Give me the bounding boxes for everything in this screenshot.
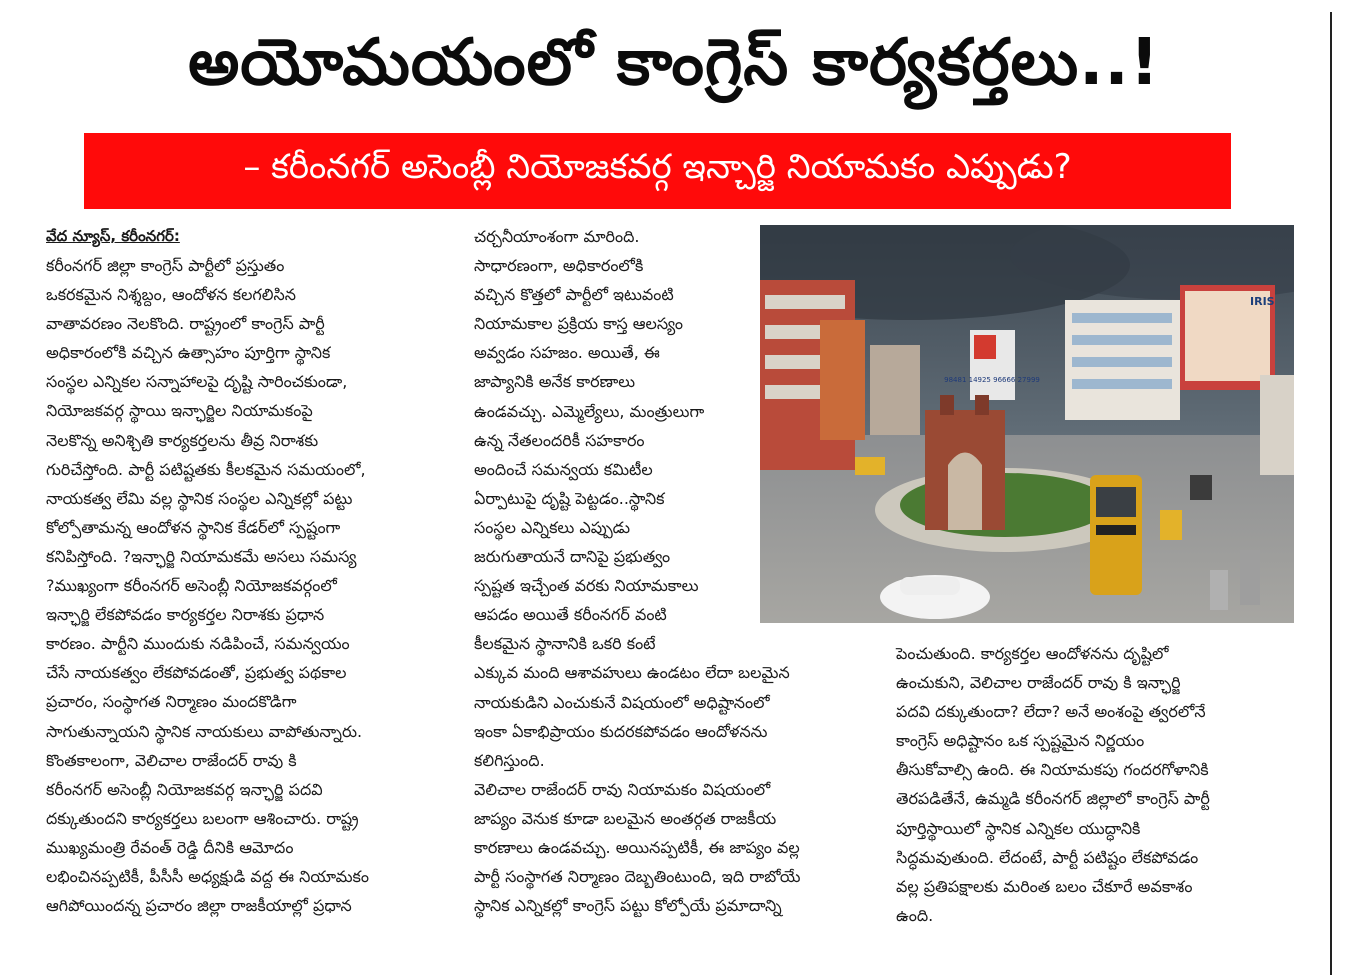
article-line: గురిచేస్తోంది. పార్టీ పటిష్టతకు కీలకమైన సమయంలో, bbox=[46, 459, 366, 479]
article-line: కలిగిస్తుంది. bbox=[474, 750, 545, 770]
article-line: ఇన్ఛార్జి లేకపోవడం కార్యకర్తల నిరాశకు ప్రధాన bbox=[46, 605, 325, 625]
article-line: ఉంచుకుని, వెలిచాల రాజేందర్ రావు కి ఇన్ఛార్జి bbox=[896, 673, 1181, 693]
article-line: ఉండవచ్చు. ఎమ్మెల్యేలు, మంత్రులుగా bbox=[474, 401, 705, 421]
article-line: కీలకమైన స్థానానికి ఒకరి కంటే bbox=[474, 634, 656, 654]
article-line: వల్ల ప్రతిపక్షాలకు మరింత బలం చేకూరే అవకాశం bbox=[896, 876, 1193, 896]
article-line: సాధారణంగా, అధికారంలోకి bbox=[474, 256, 644, 276]
article-line: నియోజకవర్గ స్థాయి ఇన్ఛార్జిల నియామకంపై bbox=[46, 401, 313, 421]
article-line: అధికారంలోకి వచ్చిన ఉత్సాహం పూర్తిగా స్థానిక bbox=[46, 343, 331, 363]
article-line: చేసే నాయకత్వం లేకపోవడంతో, ప్రభుత్వ పథకాల bbox=[46, 663, 347, 683]
article-line: కారణాలు ఉండవచ్చు. అయినప్పటికీ, ఈ జాప్యం వల్ల bbox=[474, 837, 800, 857]
article-line: పార్టీ సంస్థాగత నిర్మాణం దెబ్బతింటుంది, ఇది రాబోయే bbox=[474, 867, 801, 887]
article-line: కారణం. పార్టీని ముందుకు నడిపించే, సమన్వయం bbox=[46, 634, 350, 654]
article-line: పదవి దక్కుతుందా? లేదా? అనే అంశంపై త్వరలోనే bbox=[896, 702, 1206, 722]
article-line: పూర్తిస్థాయిలో స్థానిక ఎన్నికల యుద్ధానికి bbox=[896, 818, 1141, 838]
article-line: అందించే సమన్వయ కమిటీల bbox=[474, 459, 653, 479]
byline: వేద న్యూస్, కరీంనగర్: bbox=[46, 227, 180, 245]
article-line: ఆగిపోయిందన్న ప్రచారం జిల్లా రాజకీయాల్లో ప్రధాన bbox=[46, 896, 352, 916]
article-line: ఆపడం అయితే కరీంనగర్ వంటి bbox=[474, 605, 667, 625]
article-line: కాంగ్రెస్ అధిష్టానం ఒక స్పష్టమైన నిర్ణయం bbox=[896, 731, 1145, 751]
street-photo-illustration bbox=[760, 225, 1294, 623]
article-line: వచ్చిన కొత్తలో పార్టీలో ఇటువంటి bbox=[474, 285, 674, 305]
article-line: అవ్వడం సహజం. అయితే, ఈ bbox=[474, 343, 660, 363]
article-line: ?ముఖ్యంగా కరీంనగర్ అసెంబ్లీ నియోజకవర్గంలో bbox=[46, 576, 337, 596]
article-line: వెలిచాల రాజేందర్ రావు నియామకం విషయంలో bbox=[474, 779, 771, 799]
article-line: పెంచుతుంది. కార్యకర్తల ఆందోళనను దృష్టిలో bbox=[896, 644, 1169, 663]
article-line: స్పష్టత ఇచ్చేంత వరకు నియామకాలు bbox=[474, 576, 699, 596]
article-line: లభించినప్పటికీ, పీసీసీ అధ్యక్షుడి వద్ద ఈ నియామకం bbox=[46, 866, 369, 886]
article-line: ప్రచారం, సంస్థాగత నిర్మాణం మందకొడిగా bbox=[46, 692, 297, 712]
article-line: ఒకరకమైన నిశ్శబ్దం, ఆందోళన కలగలిసిన bbox=[46, 285, 296, 305]
iris-sign-text: IRIS bbox=[1250, 295, 1275, 308]
article-line: ఉంది. bbox=[896, 905, 934, 925]
article-line: నియామకాల ప్రక్రియ కాస్త ఆలస్యం bbox=[474, 314, 684, 334]
billboard-text: 98481 14925 96666 27999 bbox=[944, 376, 1040, 384]
article-line: నెలకొన్న అనిశ్చితి కార్యకర్తలను తీవ్ర నిరాశకు bbox=[46, 430, 319, 450]
column-rule bbox=[1330, 12, 1332, 975]
article-line: ఏర్పాటుపై దృష్టి పెట్టడం..స్థానిక bbox=[474, 488, 665, 508]
article-line: కొంతకాలంగా, వెలిచాల రాజేందర్ రావు కి bbox=[46, 750, 297, 770]
article-line: జరుగుతాయనే దానిపై ప్రభుత్వం bbox=[474, 547, 671, 567]
article-line: ముఖ్యమంత్రి రేవంత్ రెడ్డి దీనికి ఆమోదం bbox=[46, 837, 294, 857]
article-line: దక్కుతుందని కార్యకర్తలు బలంగా ఆశించారు. రాష్ట్ర bbox=[46, 808, 359, 828]
street-photo bbox=[760, 225, 1294, 623]
article-line: ఇంకా ఏకాభిప్రాయం కుదరకపోవడం ఆందోళనను bbox=[474, 721, 768, 741]
article-column-1 bbox=[46, 222, 446, 920]
subheadline-text: – కరీంనగర్ అసెంబ్లీ నియోజకవర్గ ఇన్చార్జి నియామకం ఎప్పుడు? bbox=[243, 147, 1072, 187]
article-line: కనిపిస్తోంది. ?ఇన్ఛార్జి నియామకమే అసలు సమస్య bbox=[46, 546, 357, 566]
headline: అయోమయంలో కాంగ్రెస్ కార్యకర్తలు..! bbox=[188, 26, 1160, 100]
article-line: జాప్యానికి అనేక కారణాలు bbox=[474, 372, 636, 392]
article-line: తెరపడితేనే, ఉమ్మడి కరీంనగర్ జిల్లాలో కాంగ్రెస్ పార్టీ bbox=[896, 789, 1210, 809]
article-line: నాయకత్వ లేమి వల్ల స్థానిక సంస్థల ఎన్నికల్లో పట్టు bbox=[46, 488, 353, 508]
article-line: నాయకుడిని ఎంచుకునే విషయంలో అధిష్టానంలో bbox=[474, 692, 770, 712]
article-line: ఉన్న నేతలందరికీ సహకారం bbox=[474, 430, 645, 450]
article-line: చర్చనీయాంశంగా మారింది. bbox=[474, 227, 640, 246]
article-line: ఎక్కువ మంది ఆశావహులు ఉండటం లేదా బలమైన bbox=[474, 663, 790, 683]
article-line: కరీంనగర్ జిల్లా కాంగ్రెస్ పార్టీలో ప్రస్తుతం bbox=[46, 256, 285, 275]
article-line: కోల్పోతామన్న ఆందోళన స్థానిక కేడర్‌లో స్పష్టంగా bbox=[46, 517, 341, 537]
article-line: తీసుకోవాల్సి ఉంది. ఈ నియామకపు గందరగోళానికి bbox=[896, 760, 1209, 780]
article-line: సిద్ధమవుతుంది. లేదంటే, పార్టీ పటిష్టం లేకపోవడం bbox=[896, 847, 1199, 867]
article-line: వాతావరణం నెలకొంది. రాష్ట్రంలో కాంగ్రెస్ పార్టీ bbox=[46, 314, 325, 334]
article-column-3 bbox=[896, 639, 1296, 930]
article-line: సంస్థల ఎన్నికలు ఎప్పుడు bbox=[474, 517, 631, 537]
article-line: స్థానిక ఎన్నికల్లో కాంగ్రెస్ పట్టు కోల్పోయే ప్రమాదాన్ని bbox=[474, 896, 782, 916]
subheadline-banner bbox=[84, 133, 1231, 209]
article-line: సంస్థల ఎన్నికల సన్నాహాలపై దృష్టి సారించకుండా, bbox=[46, 372, 348, 392]
article-line: కరీంనగర్ అసెంబ్లీ నియోజకవర్గ ఇన్ఛార్జి పదవి bbox=[46, 779, 323, 799]
article-line: జాప్యం వెనుక కూడా బలమైన అంతర్గత రాజకీయ bbox=[474, 808, 777, 828]
article-line: సాగుతున్నాయని స్థానిక నాయకులు వాపోతున్నారు. bbox=[46, 721, 363, 741]
